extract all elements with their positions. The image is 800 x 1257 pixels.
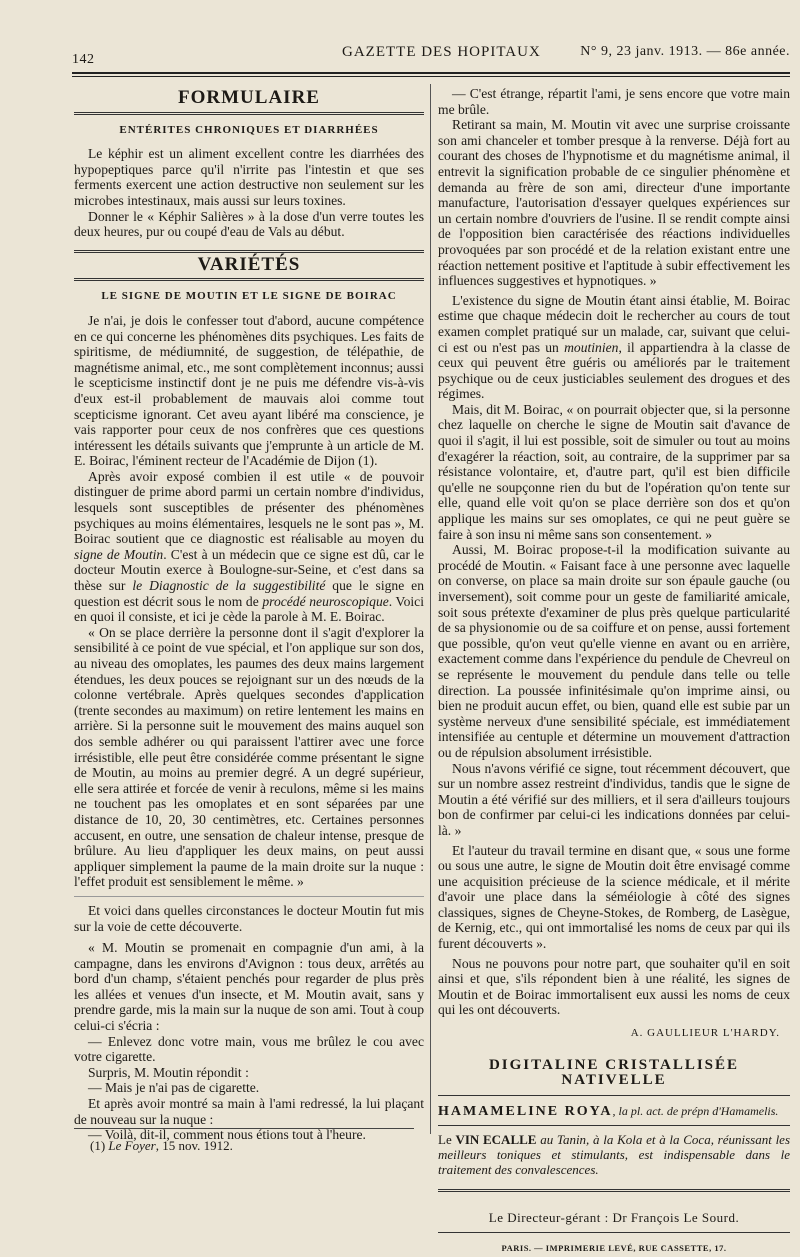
article-paragraph: Nous ne pouvons pour notre part, que souhaiter qu'il en soit ainsi et que, s'ils répondent bien à une réalité, les signes de Moutin et de Boirac immortalisent eux aussi les noms de ceux qui les ont découverts.: [438, 955, 790, 1018]
article-paragraph: Retirant sa main, M. Moutin vit avec une surprise croissante son ami chanceler et tomber presque à la renverse. Déjà fort au courant des choses de l'hypnotisme et du magnétisme animal, il entrevit la signification probable de ce singulier phénomène et demanda au frère de son ami, directeur d'une importante manufacture, l'autorisation d'essayer quelques expériences sur un certain nombre d'ouvriers de l'usine. Il se rendit compte ainsi de l'opposition bien caractérisée des réactions individuelles provoquées par son procédé et de la relation existant entre une réaction nettement positive et l'aptitude à subir effectivement les influences suggestives et hypnotiques. »: [438, 117, 790, 289]
ad-rule: [438, 1125, 790, 1126]
imprimerie-line: PARIS. — IMPRIMERIE LEVÉ, RUE CASSETTE, 17.: [501, 1243, 727, 1253]
header-rule: [72, 72, 790, 74]
left-column: [74, 86, 424, 1143]
header-rule-thin: [72, 76, 790, 77]
article-paragraph: L'existence du signe de Moutin étant ainsi établie, M. Boirac estime que chaque médecin doit le rechercher au cours de tout examen complet pratiqué sur un malade, car, suivant que celui-ci est ou n'est pas un moutinien, il appartiendra à la classe de ceux qui peuvent être guéris ou améliorés par le traitement psychique ou de ceux justiciables seulement des drogues et des régimes.: [438, 292, 790, 402]
article-paragraph: Et voici dans quelles circonstances le docteur Moutin fut mis sur la voie de cette découverte.: [74, 902, 424, 934]
page-number: 142: [72, 52, 95, 67]
dialogue-line: Surpris, M. Moutin répondit :: [88, 1064, 249, 1080]
dialogue-line: — Mais je n'ai pas de cigarette.: [88, 1080, 260, 1096]
footnote: (1) Le Foyer, 15 nov. 1912.: [90, 1138, 233, 1153]
ad-digitaline: DIGITALINE CRISTALLISÉE NATIVELLE: [488, 1056, 740, 1089]
article-quote: « On se place derrière la personne dont il s'agit d'explorer la sensibilité à ce point de vue spécial, et l'on applique sur son dos, au niveau des omoplates, les paumes des deux mains largement étendues, les deux pouces se rejoignant sur un des nœuds de la colonne vertébrale. Après quelques secondes d'application (trente secondes au maximum) on retire lentement les mains en arrière. Si la personne suit le mouvement des mains auquel son dos semble adhérer ou qui paraissent l'attirer avec une force irrésistible, elle peut être considérée comme présentant le signe de Moutin, au moins au premier degré. A un degré supérieur, elle sera attirée et forcée de venir à reculons, même si les mains ne touchent pas les omoplates et en sont séparées par une distance de 10, 20, 30 centimètres, etc. Certaines personnes accusent, en outre, une sensation de chaleur intense, presque de brûlure. Au lieu d'appliquer les deux mains, on peut aussi appliquer simplement la paume de la main droite sur la nuque : l'effet produit est sensiblement le même. »: [74, 624, 424, 890]
varietes-title: VARIÉTÉS: [197, 253, 301, 275]
formulaire-title: FORMULAIRE: [178, 87, 320, 108]
ad-vin-ecalle: Le VIN ECALLE au Tanin, à la Kola et à la Coca, réunissant les meilleurs toniques et stimulants, est indispensable dans le traitement des convalescences.: [438, 1132, 791, 1178]
section-rule: [438, 1189, 790, 1192]
article-paragraph: Je n'ai, je dois le confesser tout d'abord, aucune compétence en ce qui concerne les phénomènes dits psychiques. Les faits de spiritisme, de médiumnité, de suggestion, de télépathie, de magnétisme animal, etc., me sont complètement inconnus; aussi le scepticisme instinctif dont je ne puis me défendre vis-à-vis d'eux est-il probablement de mauvais aloi comme tout scepticisme ignorant. Cet aveu ayant libéré ma conscience, je vais rapporter pour ceux de nos confrères que ces questions intéressent les détails suivants que j'emprunte à un article de M. E. Boirac, l'éminent recteur de l'Académie de Dijon (1).: [74, 312, 424, 469]
dialogue-line: — Enlevez donc votre main, vous me brûlez le cou avec votre cigarette.: [74, 1033, 424, 1065]
dialogue-line: — Voilà, dit-il, comment nous étions tout à l'heure.: [88, 1127, 366, 1143]
article-paragraph: Après avoir exposé combien il est utile « de pouvoir distinguer de prime abord parmi un certain nombre d'individus, lesquels sont susceptibles de présenter des phénomènes psychiques au moins élémentaires, lesquels ne le sont pas », M. Boirac soutient que ce diagnostic est réalisable au moyen du signe de Moutin. C'est à un médecin que ce signe est dû, car le docteur Moutin exerce à Boulogne-sur-Seine, et c'est dans sa thèse sur le Diagnostic de la suggestibilité que le signe en question est décrit sous le nom de procédé neuroscopique. Voici en quoi il consiste, et ici je cède la parole à M. E. Boirac.: [74, 468, 424, 625]
varietes-subtitle: LE SIGNE DE MOUTIN ET LE SIGNE DE BOIRAC: [101, 290, 397, 303]
article-paragraph: Aussi, M. Boirac propose-t-il la modification suivante au procédé de Moutin. « Faisant face à une personne avec laquelle on converse, on place sa main droite sur son épaule gauche (ou inversement), soit comme pour un geste de familiarité amicale, soit sous prétexte d'examiner de plus près quelque particularité de sa physionomie ou de sa coiffure et on pense, aussi fortement que possible, qu'on veut qu'elle vienne en avant ou en arrière, exactement comme dans l'expérience du pendule de Chevreul on se représente le mouvement du pendule dans telle ou telle direction. La poussée infinitésimale qu'on imprime ainsi, ou bien ne produit aucun effet, ou bien, quand elle est subie par un système nerveux d'une sensibilité spéciale, est immédiatement intensifiée au centuple et détermine un mouvement d'attraction ou de répulsion absolument irrésistible.: [438, 542, 790, 760]
footnote-rule: [74, 1128, 414, 1129]
article-paragraph: Et l'auteur du travail termine en disant que, « sous une forme ou sous une autre, le signe de Moutin doit être envisagé comme une acquisition précieuse de la science médicale, et il mérite d'avoir une place dans la séméiologie à côté des signes classiques, signes de Cheyne-Stokes, de Romberg, de Lasègue, de Kernig, etc., qui ont immortalisé les noms de ceux par qui ils furent découverts ».: [438, 842, 790, 952]
gerant-rule: [438, 1232, 790, 1233]
paragraph-rule: [74, 896, 424, 897]
article-paragraph: — C'est étrange, répartit l'ami, je sens encore que votre main me brûle.: [438, 86, 790, 117]
section-rule: [74, 112, 424, 115]
section-rule: [74, 250, 424, 253]
dialogue-line: Et après avoir montré sa main à l'ami redressé, la lui plaçant de nouveau sur la nuque :: [74, 1096, 424, 1127]
article-signature: A. GAULLIEUR L'HARDY.: [630, 1027, 780, 1040]
journal-title: GAZETTE DES HOPITAUX: [342, 44, 541, 60]
formulaire-paragraph: Donner le « Képhir Salières » à la dose d'un verre toutes les deux heures, pur ou coupé d'eau de Vals au début.: [74, 208, 424, 240]
formulaire-paragraph: Le képhir est un aliment excellent contre les diarrhées des hypopeptiques parce qu'il n'irrite pas l'intestin et que ses ferments exercent une action destructive non seulement sur les microbes intestinaux, mais aussi sur leurs toxines.: [74, 146, 424, 208]
article-paragraph: Mais, dit M. Boirac, « on pourrait objecter que, si la personne chez laquelle on cherche le signe de Moutin sait d'avance de quoi il s'agit, il lui est possible, soit de simuler ou tout au moins d'exagérer la réaction, soit, au contraire, de la supprimer par sa résistance volontaire, et, d'autre part, qu'il est bien difficile qu'elle ne soupçonne rien du but de l'opération qu'on tente sur elle, quand elle voit qu'on se place derrière son dos et qu'on applique les mains sur ses omoplates, ce qui ne peut guère se faire à son insu ni même sans son consentement. »: [438, 401, 790, 542]
right-column: [438, 86, 790, 1257]
issue-info: N° 9, 23 janv. 1913. — 86e année.: [580, 44, 790, 59]
formulaire-subtitle: ENTÉRITES CHRONIQUES ET DIARRHÉES: [119, 123, 379, 136]
column-divider: [430, 84, 431, 1134]
ad-rule: [438, 1095, 790, 1096]
ad-hamameline: HAMAMELINE ROYA, la pl. act. de prépn d'Hamamelis.: [438, 1103, 779, 1119]
article-quote: « M. Moutin se promenait en compagnie d'un ami, à la campagne, dans les environs d'Avignon : tous deux, arrêtés au bord d'un champ, s'étaient penchés pour regarder de plus près les allées et venues d'un insecte, et M. Moutin avait, sans y prendre garde, mis la main sur la nuque de son ami. Tout à coup celui-ci s'écria :: [74, 940, 424, 1034]
gerant-line: Le Directeur-gérant : Dr François Le Sourd.: [488, 1210, 740, 1226]
section-rule: [74, 278, 424, 281]
page-header: [72, 44, 790, 70]
article-paragraph: Nous n'avons vérifié ce signe, tout récemment découvert, que sur un nombre assez restreint d'individus, tandis que le signe de Moutin a été vérifié sur des milliers, et il sera d'ailleurs toujours bon de confirmer par celui-ci les indications données par celui-là. »: [438, 760, 790, 838]
